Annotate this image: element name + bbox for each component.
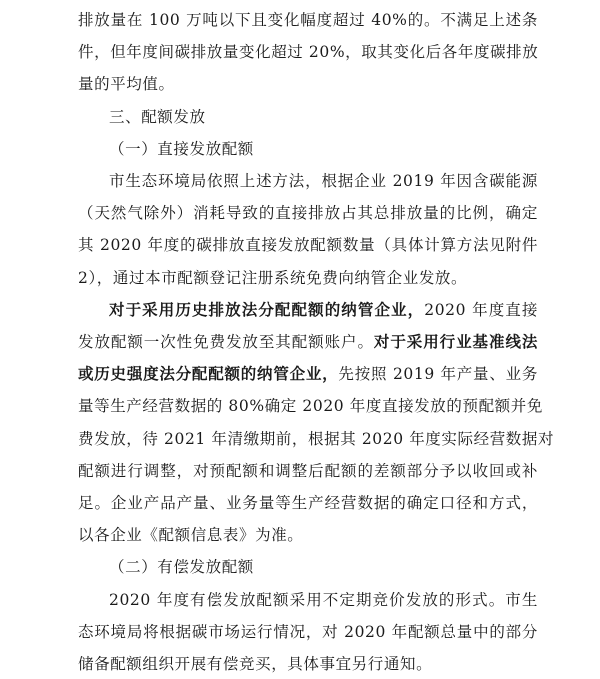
text-run: 配额进行调整，对预配额和调整后配额的差额部分予以收回或补 <box>78 461 538 480</box>
text-line <box>78 198 538 228</box>
bold-text-run: 或历史强度法分配配额的纳管企业， <box>78 364 339 384</box>
text-run: 态环境局将根据碳市场运行情况，对 2020 年配额总量中的部分 <box>78 622 538 641</box>
text-line <box>78 424 555 454</box>
text-line <box>78 456 538 486</box>
text-run: 其 2020 年度的碳排放直接发放配额数量（具体计算方法见附件 <box>78 236 538 255</box>
bold-text-run: 对于采用行业基准线法 <box>373 332 538 351</box>
text-run: 发放配额一次性免费发放至其配额账户。 <box>78 333 374 351</box>
text-run: 三、配额发放 <box>109 107 206 126</box>
text-run: 2），通过本市配额登记注册系统免费向纳管企业发放。 <box>78 268 468 287</box>
text-line <box>78 166 538 196</box>
text-line <box>78 585 538 615</box>
text-run: 量的平均值。 <box>78 75 175 94</box>
text-run: （天然气除外）消耗导致的直接排放占其总排放量的比例，确定 <box>78 204 538 223</box>
text-line <box>78 5 538 35</box>
text-line <box>78 134 254 164</box>
text-line <box>78 649 432 679</box>
text-run: （二）有偿发放配额 <box>109 558 254 577</box>
text-line <box>78 37 538 67</box>
text-line <box>78 230 538 260</box>
text-run: 储备配额组织开展有偿竞买，具体事宜另行通知。 <box>78 655 433 673</box>
text-run: 以各企业《配额信息表》为准。 <box>78 526 304 545</box>
text-run: 先按照 2019 年产量、业务 <box>338 365 538 384</box>
text-run: 费发放，待 2021 年清缴期前，根据其 2020 年度实际经营数据对 <box>78 429 555 448</box>
bold-text-run: 对于采用历史排放法分配配额的纳管企业， <box>109 299 425 319</box>
text-line <box>78 520 303 550</box>
text-line <box>78 617 538 647</box>
text-run: 2020 年度有偿发放配额采用不定期竞价发放的形式。市生 <box>109 590 538 609</box>
text-line <box>78 69 175 99</box>
text-run: 量等生产经营数据的 80%确定 2020 年度直接发放的预配额并免 <box>78 397 543 416</box>
text-line <box>78 295 538 325</box>
text-line <box>78 263 467 293</box>
text-line <box>78 552 254 582</box>
text-run: 市生态环境局依照上述方法，根据企业 2019 年因含碳能源 <box>109 172 538 190</box>
text-run: （一）直接发放配额 <box>109 139 254 158</box>
text-line <box>78 391 543 421</box>
text-run: 2020 年度直接 <box>424 300 538 319</box>
text-line <box>78 359 538 389</box>
text-line <box>78 102 206 132</box>
text-run: 足。企业产品产量、业务量等生产经营数据的确定口径和方式， <box>78 494 538 512</box>
text-run: 排放量在 100 万吨以下且变化幅度超过 40%的。不满足上述条 <box>78 11 538 29</box>
text-run: 件，但年度间碳排放量变化超过 20%，取其变化后各年度碳排放 <box>78 43 539 62</box>
text-line <box>78 488 538 518</box>
text-line <box>78 327 538 357</box>
